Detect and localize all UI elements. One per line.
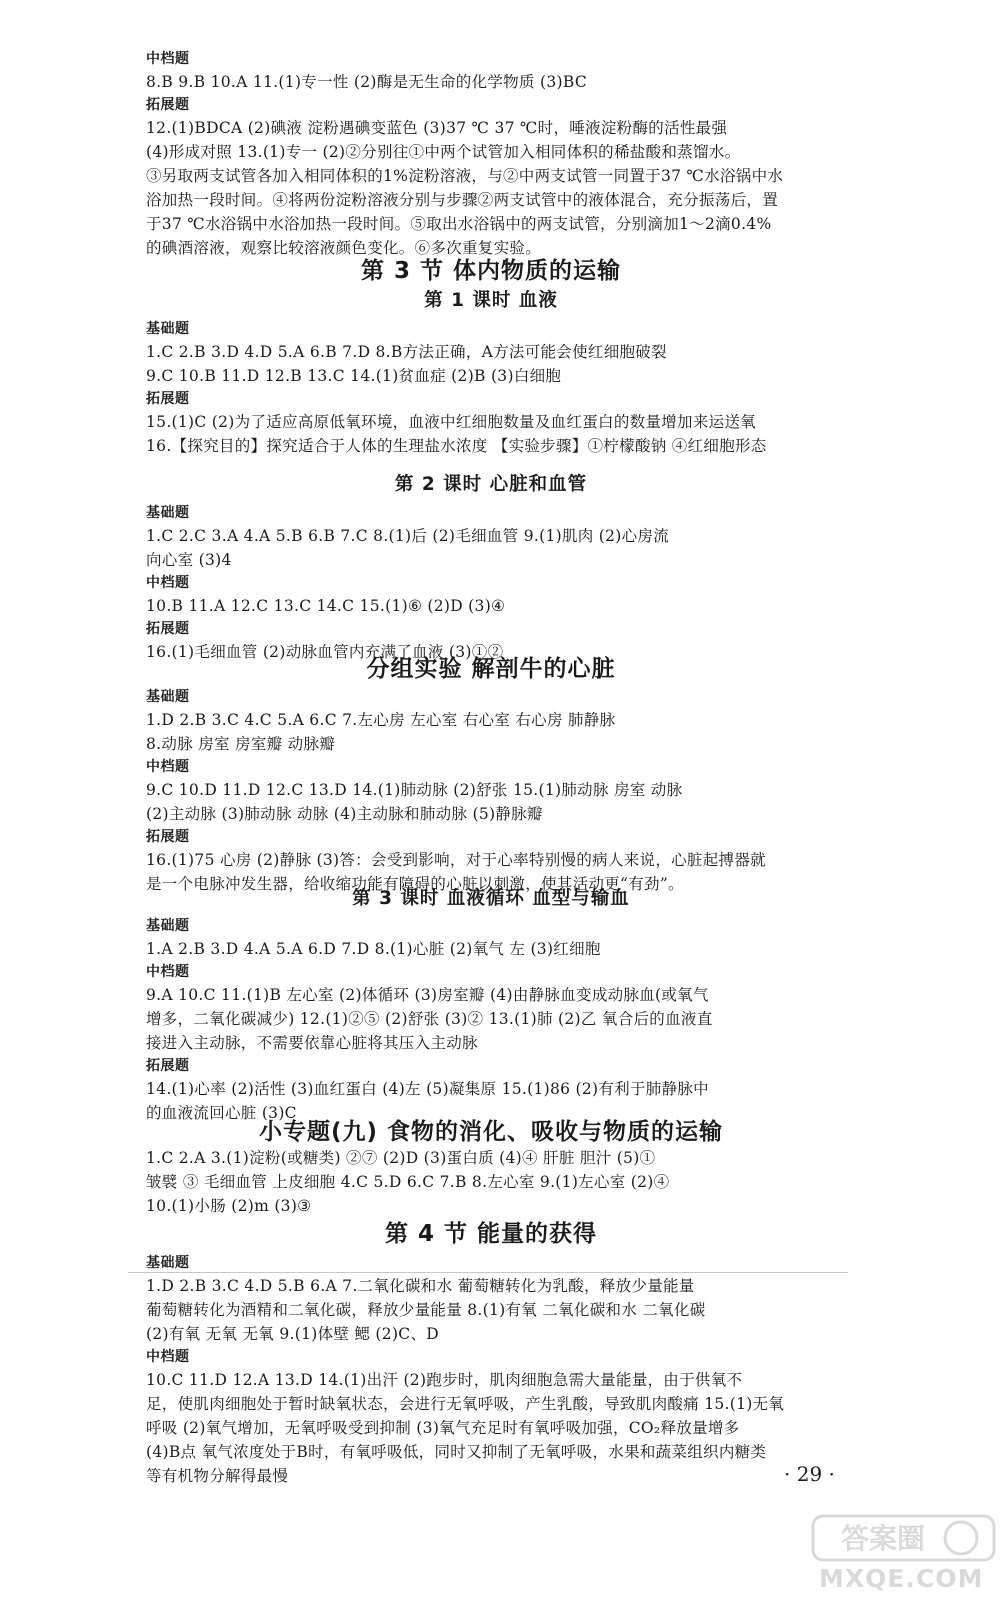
answer-line: 皱襞 ③ 毛细血管 上皮细胞 4.C 5.D 6.C 7.B 8.左心室 9.(1)左心室 (2)④: [146, 1173, 670, 1191]
answer-line: 足，使肌肉细胞处于暂时缺氧状态，会进行无氧呼吸，产生乳酸，导致肌肉酸痛 15.(1)无氧: [146, 1395, 785, 1413]
section-heart-dissection-answers: [146, 686, 836, 896]
section-title: 第 3 节 体内物质的运输: [360, 258, 622, 284]
difficulty-label-basic: 基础题: [146, 321, 190, 337]
answer-line: 16.(1)毛细血管 (2)动脉血管内充满了血液 (3)①②: [146, 643, 504, 661]
watermark-url: MXQE.COM: [819, 1564, 984, 1593]
answer-line: 10.C 11.D 12.A 13.D 14.(1)出汗 (2)跑步时，肌肉细胞急需大量能量，由于供氧不: [146, 1371, 743, 1389]
answer-line: 1.C 2.B 3.D 4.D 5.A 6.B 7.D 8.B方法正确，A方法可能会使红细胞破裂: [146, 343, 667, 361]
answer-line: 的碘酒溶液，观察比较溶液颜色变化。⑥多次重复实验。: [146, 239, 542, 257]
answer-line: 向心室 (3)4: [146, 551, 232, 569]
difficulty-label-basic: 基础题: [146, 689, 190, 705]
difficulty-label-basic: 基础题: [146, 505, 190, 521]
section-blood-answers: [146, 318, 836, 458]
answer-line: 14.(1)心率 (2)活性 (3)血红蛋白 (4)左 (5)凝集原 15.(1)86 (2)有利于肺静脉中: [146, 1080, 709, 1098]
section-title: 分组实验 解剖牛的心脏: [366, 656, 616, 682]
answer-line: 是一个电脉冲发生器，给收缩功能有障碍的心脏以刺激，使其活动更“有劲”。: [146, 875, 684, 893]
answer-line: 浴加热一段时间。④将两份淀粉溶液分别与步骤②两支试管中的液体混合，充分振荡后，置: [146, 191, 779, 209]
section-heart-vessels-answers: [146, 502, 836, 664]
answer-line: 等有机物分解得最慢: [146, 1467, 289, 1485]
section-title: 第 4 节 能量的获得: [384, 1221, 598, 1247]
answer-line: 呼吸 (2)氧气增加，无氧呼吸受到抑制 (3)氧气充足时有氧呼吸加强，CO₂释放量增多: [146, 1419, 740, 1437]
answer-line: 1.A 2.B 3.D 4.A 5.A 6.D 7.D 8.(1)心脏 (2)氧气 左 (3)红细胞: [146, 940, 601, 958]
section-enzyme-answers: [146, 48, 836, 260]
answer-line: (4)B点 氧气浓度处于B时，有氧呼吸低，同时又抑制了无氧呼吸，水果和蔬菜组织内糖类: [146, 1443, 767, 1461]
answer-line: 1.D 2.B 3.C 4.C 5.A 6.C 7.左心房 左心室 右心室 右心房 肺静脉: [146, 711, 616, 729]
answer-line: 1.D 2.B 3.C 4.D 5.B 6.A 7.二氧化碳和水 葡萄糖转化为乳酸，释放少量能量: [146, 1277, 695, 1295]
lesson-title: 第 3 课时 血液循环 血型与输血: [352, 888, 630, 909]
answer-line: 增多，二氧化碳减少) 12.(1)②⑤ (2)舒张 (3)② 13.(1)肺 (2)乙 氧合后的血液直: [146, 1010, 713, 1028]
answer-line: 10.(1)小肠 (2)m (3)③: [146, 1197, 312, 1215]
answer-line: 16.(1)75 心房 (2)静脉 (3)答：会受到影响，对于心率特别慢的病人来说，心脏起搏器就: [146, 851, 766, 869]
scan-divider-line: [128, 1272, 848, 1273]
answer-line: (4)形成对照 13.(1)专一 (2)②分别往①中两个试管加入相同体积的稀盐酸和蒸馏水。: [146, 143, 741, 161]
difficulty-label-medium: 中档题: [146, 1349, 190, 1365]
answer-line: 9.C 10.B 11.D 12.B 13.C 14.(1)贫血症 (2)B (3)白细胞: [146, 367, 562, 385]
difficulty-label-medium: 中档题: [146, 51, 190, 67]
difficulty-label-medium: 中档题: [146, 964, 190, 980]
answer-line: 于37 ℃水浴锅中水浴加热一段时间。⑤取出水浴锅中的两支试管，分别滴加1～2滴0.4%: [146, 215, 772, 233]
answer-line: 8.B 9.B 10.A 11.(1)专一性 (2)酶是无生命的化学物质 (3)BC: [146, 73, 587, 91]
section-energy-answers: [146, 1252, 836, 1488]
section-circulation-answers: [146, 915, 836, 1125]
difficulty-label-basic: 基础题: [146, 918, 190, 934]
answer-line: 9.A 10.C 11.(1)B 左心室 (2)体循环 (3)房室瓣 (4)由静脉血变成动脉血(或氧气: [146, 986, 709, 1004]
answer-line: 8.动脉 房室 房室瓣 动脉瓣: [146, 735, 336, 753]
watermark-logo-icon: [811, 1512, 996, 1564]
answer-line: 1.C 2.A 3.(1)淀粉(或糖类) ②⑦ (2)D (3)蛋白质 (4)④ 肝脏 胆汁 (5)①: [146, 1149, 656, 1167]
answer-line: 15.(1)C (2)为了适应高原低氧环境，血液中红细胞数量及血红蛋白的数量增加来运送氧: [146, 413, 757, 431]
answer-line: 1.C 2.C 3.A 4.A 5.B 6.B 7.C 8.(1)后 (2)毛细血管 9.(1)肌肉 (2)心房流: [146, 527, 670, 545]
answer-line: 12.(1)BDCA (2)碘液 淀粉遇碘变蓝色 (3)37 ℃ 37 ℃时，唾液淀粉酶的活性最强: [146, 119, 728, 137]
answer-line: (2)主动脉 (3)肺动脉 动脉 (4)主动脉和肺动脉 (5)静脉瓣: [146, 805, 543, 823]
page-number: · 29 ·: [784, 1462, 835, 1486]
difficulty-label-medium: 中档题: [146, 759, 190, 775]
difficulty-label-extension: 拓展题: [146, 621, 190, 637]
answer-line: 9.C 10.D 11.D 12.C 13.D 14.(1)肺动脉 (2)舒张 15.(1)肺动脉 房室 动脉: [146, 781, 683, 799]
svg-text:答案圈: 答案圈: [840, 1522, 926, 1555]
answer-line: (2)有氧 无氧 无氧 9.(1)体壁 鳃 (2)C、D: [146, 1325, 439, 1343]
section-topic-nine-answers: [146, 1146, 836, 1218]
difficulty-label-extension: 拓展题: [146, 391, 190, 407]
difficulty-label-extension: 拓展题: [146, 829, 190, 845]
lesson-title: 第 1 课时 血液: [424, 290, 558, 311]
answer-line: 10.B 11.A 12.C 13.C 14.C 15.(1)⑥ (2)D (3)④: [146, 597, 506, 615]
section-title: 小专题(九) 食物的消化、吸收与物质的运输: [258, 1119, 724, 1145]
answer-line: 接进入主动脉，不需要依靠心脏将其压入主动脉: [146, 1034, 478, 1052]
answer-line: 葡萄糖转化为酒精和二氧化碳，释放少量能量 8.(1)有氧 二氧化碳和水 二氧化碳: [146, 1301, 706, 1319]
answer-line: ③另取两支试管各加入相同体积的1%淀粉溶液，与②中两支试管一同置于37 ℃水浴锅中水: [146, 167, 784, 185]
difficulty-label-basic: 基础题: [146, 1255, 190, 1271]
answer-line: 16.【探究目的】探究适合于人体的生理盐水浓度 【实验步骤】①柠檬酸钠 ④红细胞形态: [146, 437, 767, 455]
site-watermark: [811, 1512, 996, 1596]
difficulty-label-extension: 拓展题: [146, 97, 190, 113]
answer-line: 的血液流回心脏 (3)C: [146, 1104, 297, 1122]
difficulty-label-medium: 中档题: [146, 575, 190, 591]
lesson-title: 第 2 课时 心脏和血管: [394, 474, 588, 495]
difficulty-label-extension: 拓展题: [146, 1058, 190, 1074]
